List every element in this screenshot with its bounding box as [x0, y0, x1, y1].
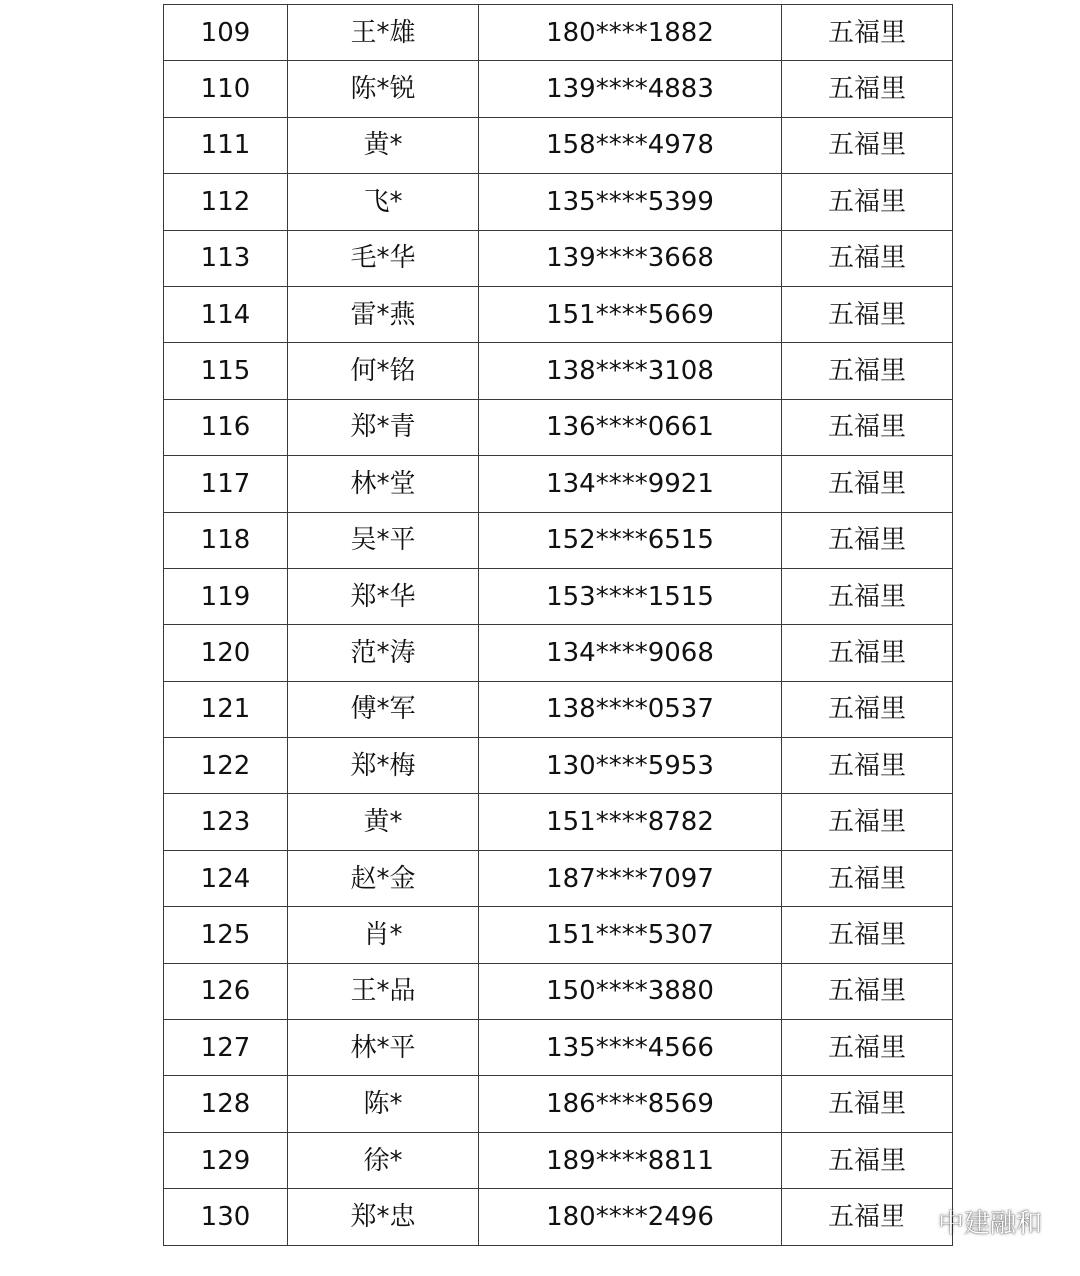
cell-area: 五福里: [782, 230, 953, 286]
cell-area: 五福里: [782, 174, 953, 230]
cell-phone: 138****3108: [479, 343, 782, 399]
cell-phone: 152****6515: [479, 512, 782, 568]
cell-area: 五福里: [782, 963, 953, 1019]
table-row: [164, 1132, 953, 1188]
table-row: [164, 117, 953, 173]
table-row: [164, 5, 953, 61]
cell-phone: 158****4978: [479, 117, 782, 173]
cell-number: 111: [164, 117, 288, 173]
cell-area: 五福里: [782, 1189, 953, 1245]
cell-area: 五福里: [782, 512, 953, 568]
cell-name: 范*涛: [288, 625, 479, 681]
cell-number: 114: [164, 286, 288, 342]
cell-phone: 151****8782: [479, 794, 782, 850]
table-row: [164, 794, 953, 850]
cell-area: 五福里: [782, 907, 953, 963]
cell-area: 五福里: [782, 568, 953, 624]
cell-area: 五福里: [782, 61, 953, 117]
cell-name: 黄*: [288, 117, 479, 173]
cell-number: 115: [164, 343, 288, 399]
cell-phone: 150****3880: [479, 963, 782, 1019]
cell-name: 王*雄: [288, 5, 479, 61]
cell-number: 118: [164, 512, 288, 568]
cell-area: 五福里: [782, 850, 953, 906]
cell-area: 五福里: [782, 286, 953, 342]
cell-name: 陈*: [288, 1076, 479, 1132]
cell-area: 五福里: [782, 117, 953, 173]
cell-number: 124: [164, 850, 288, 906]
table-row: [164, 343, 953, 399]
cell-name: 郑*梅: [288, 738, 479, 794]
table-row: [164, 286, 953, 342]
cell-phone: 187****7097: [479, 850, 782, 906]
cell-name: 飞*: [288, 174, 479, 230]
cell-name: 肖*: [288, 907, 479, 963]
cell-number: 117: [164, 456, 288, 512]
table-row: [164, 963, 953, 1019]
cell-name: 郑*华: [288, 568, 479, 624]
cell-name: 徐*: [288, 1132, 479, 1188]
cell-area: 五福里: [782, 625, 953, 681]
table-row: [164, 850, 953, 906]
cell-name: 何*铭: [288, 343, 479, 399]
cell-number: 129: [164, 1132, 288, 1188]
cell-phone: 134****9921: [479, 456, 782, 512]
watermark: [900, 1203, 1042, 1240]
cell-area: 五福里: [782, 399, 953, 455]
cell-area: 五福里: [782, 738, 953, 794]
cell-area: 五福里: [782, 1020, 953, 1076]
roster-table: [163, 4, 953, 1246]
cell-name: 傅*军: [288, 681, 479, 737]
cell-area: 五福里: [782, 456, 953, 512]
cell-number: 123: [164, 794, 288, 850]
cell-area: 五福里: [782, 5, 953, 61]
cell-phone: 189****8811: [479, 1132, 782, 1188]
cell-number: 127: [164, 1020, 288, 1076]
cell-phone: 130****5953: [479, 738, 782, 794]
cell-name: 郑*青: [288, 399, 479, 455]
cell-name: 林*堂: [288, 456, 479, 512]
cell-name: 赵*金: [288, 850, 479, 906]
cell-phone: 135****5399: [479, 174, 782, 230]
cell-number: 122: [164, 738, 288, 794]
cell-name: 黄*: [288, 794, 479, 850]
cell-name: 毛*华: [288, 230, 479, 286]
cell-phone: 134****9068: [479, 625, 782, 681]
cell-number: 120: [164, 625, 288, 681]
cell-area: 五福里: [782, 1076, 953, 1132]
watermark-text: 中建融和: [937, 1209, 1042, 1239]
table-row: [164, 625, 953, 681]
cell-phone: 139****3668: [479, 230, 782, 286]
table-row: [164, 174, 953, 230]
table-row: [164, 1189, 953, 1245]
cell-phone: 135****4566: [479, 1020, 782, 1076]
cell-phone: 138****0537: [479, 681, 782, 737]
cell-name: 雷*燕: [288, 286, 479, 342]
cell-name: 吴*平: [288, 512, 479, 568]
cell-phone: 153****1515: [479, 568, 782, 624]
cell-name: 陈*锐: [288, 61, 479, 117]
cell-number: 125: [164, 907, 288, 963]
cell-area: 五福里: [782, 794, 953, 850]
table-row: [164, 568, 953, 624]
cell-number: 110: [164, 61, 288, 117]
cell-phone: 180****1882: [479, 5, 782, 61]
wechat-icon: [900, 1210, 928, 1234]
cell-number: 121: [164, 681, 288, 737]
cell-phone: 136****0661: [479, 399, 782, 455]
table-row: [164, 456, 953, 512]
cell-area: 五福里: [782, 343, 953, 399]
table-row: [164, 61, 953, 117]
cell-number: 128: [164, 1076, 288, 1132]
cell-phone: 139****4883: [479, 61, 782, 117]
table-row: [164, 512, 953, 568]
cell-phone: 151****5669: [479, 286, 782, 342]
table-row: [164, 738, 953, 794]
cell-phone: 186****8569: [479, 1076, 782, 1132]
table-row: [164, 399, 953, 455]
cell-number: 130: [164, 1189, 288, 1245]
table-row: [164, 681, 953, 737]
cell-area: 五福里: [782, 681, 953, 737]
table-row: [164, 1076, 953, 1132]
cell-phone: 180****2496: [479, 1189, 782, 1245]
cell-name: 林*平: [288, 1020, 479, 1076]
cell-name: 郑*忠: [288, 1189, 479, 1245]
cell-name: 王*品: [288, 963, 479, 1019]
cell-number: 112: [164, 174, 288, 230]
table-row: [164, 1020, 953, 1076]
cell-number: 126: [164, 963, 288, 1019]
cell-number: 116: [164, 399, 288, 455]
cell-number: 119: [164, 568, 288, 624]
table-row: [164, 230, 953, 286]
roster-table-body: [164, 5, 953, 1246]
table-row: [164, 907, 953, 963]
cell-phone: 151****5307: [479, 907, 782, 963]
cell-area: 五福里: [782, 1132, 953, 1188]
cell-number: 113: [164, 230, 288, 286]
cell-number: 109: [164, 5, 288, 61]
